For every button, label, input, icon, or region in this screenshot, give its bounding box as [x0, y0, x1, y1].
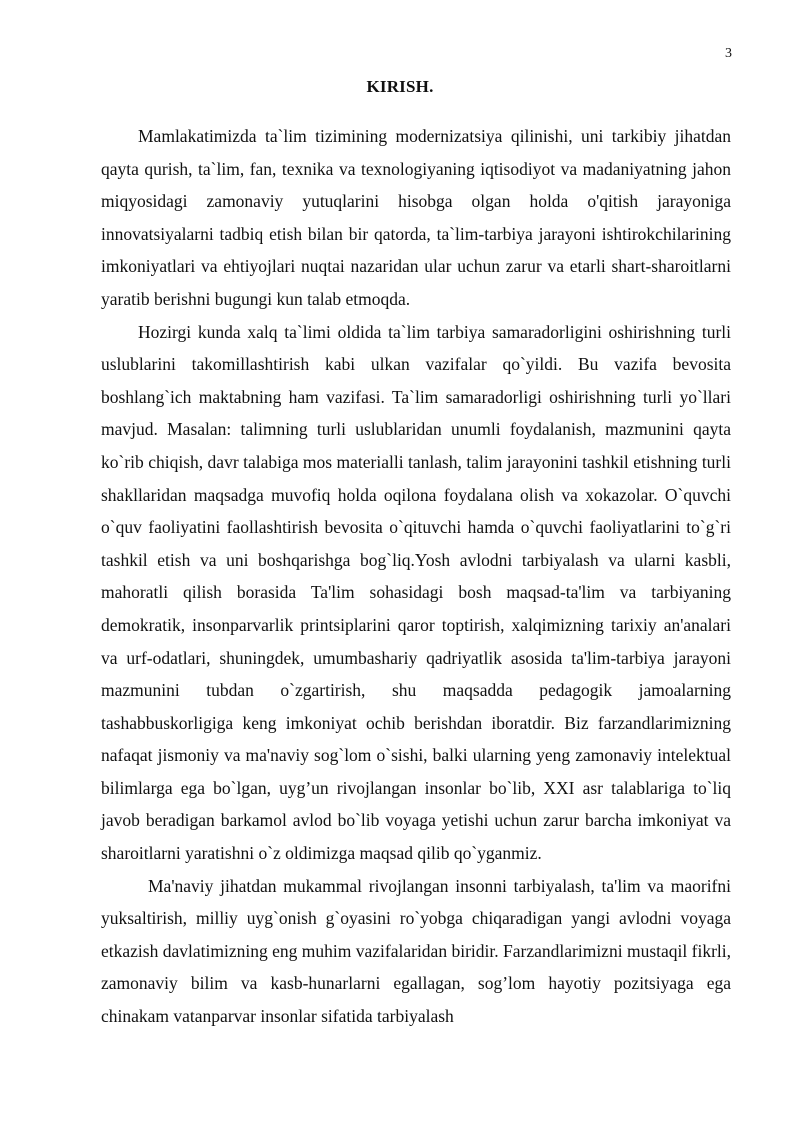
page-title: KIRISH.: [366, 77, 434, 96]
page-number: 3: [725, 46, 732, 61]
document-body: [101, 120, 731, 1033]
paragraph: Mamlakatimizda ta`lim tizimining modernizatsiya qilinishi, uni tarkibiy jihatdan qayta qurish, ta`lim, fan, texnika va texnologiyaning iqtisodiyot va madaniyatning jahon miqyosidagi zamonaviy yutuqlarini hisobga olgan holda o'qitish jarayoniga innovatsiyalarni tadbiq etish bilan bir qatorda, ta`lim-tarbiya jarayoni ishtirokchilarining imkoniyatlari va ehtiyojlari nuqtai nazaridan ular uchun zarur va etarli shart-sharoitlarni yaratib berishni bugungi kun talab etmoqda.: [101, 126, 731, 309]
paragraph: Ma'naviy jihatdan mukammal rivojlangan insonni tarbiyalash, ta'lim va maorifni yuksaltirish, milliy uyg`onish g`oyasini ro`yobga chiqaradigan yangi avlodni voyaga etkazish davlatimizning eng muhim vazifalaridan biridir. Farzandlarimizni mustaqil fikrli, zamonaviy bilim va kasb-hunarlarni egallagan, sog’lom hayotiy pozitsiyaga ega chinakam vatanparvar insonlar sifatida tarbiyalash: [101, 875, 731, 1027]
paragraph: Hozirgi kunda xalq ta`limi oldida ta`lim tarbiya samaradorligini oshirishning turli uslublarini takomillashtirish kabi ulkan vazifalar qo`yildi. Bu vazifa bevosita boshlang`ich maktabning ham vazifasi. Ta`lim samaradorligi oshirishning turli yo`llari mavjud. Masalan: talimning turli uslublaridan unumli foydalanish, mazmunini qayta ko`rib chiqish, davr talabiga mos materialli tanlash, talim jarayonini tashkil etishning turli shakllaridan maqsadga muvofiq holda oqilona foydalana olish va xokazolar. O`quvchi o`quv faoliyatini faollashtirish bevosita o`qituvchi hamda o`quvchi faoliyatlarini to`g`ri tashkil etish va uni boshqarishga bog`liq.Yosh avlodni tarbiyalash va ularni kasbli, mahoratli qilish borasida Ta'lim sohasidagi bosh maqsad-ta'lim va tarbiyaning demokratik, insonparvarlik printsiplarini qaror toptirish, xalqimizning tarixiy an'analari va urf-odatlari, shuningdek, umumbashariy qadriyatlik asosida ta'lim-tarbiya jarayoni mazmunini tubdan o`zgartirish, shu maqsadda pedagogik jamoalarning tashabbuskorligiga keng imkoniyat ochib berishdan iboratdir. Biz farzandlarimizning nafaqat jismoniy va ma'naviy sog`lom o`sishi, balki ularning yeng zamonaviy intelektual bilimlarga ega bo`lgan, uyg’un rivojlangan insonlar bo`lib, XXI asr talablariga to`liq javob beradigan barkamol avlod bo`lib voyaga yetishi uchun zarur barcha imkoniyat va sharoitlarni yaratishni o`z oldimizga maqsad qilib qo`yganmiz.: [101, 321, 731, 864]
